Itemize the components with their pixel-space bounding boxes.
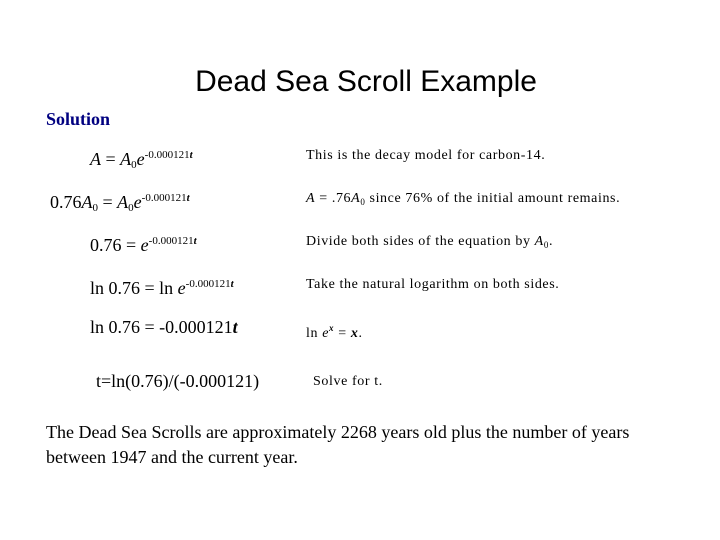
equation-divide: $0.76 = e^{-0.000121t}$ [90,235,197,255]
note-divide: Divide both sides of the equation by $A_0$. [306,234,554,250]
solution-heading: Solution [46,109,111,129]
equation-substitute: $0.76A_0 = A_0e^{-0.000121t}$ [50,192,190,214]
conclusion-text: The Dead Sea Scrolls are approximately 2268 years old plus the number of years between 1947 and the current year. [46,422,630,467]
equation-solve: t=ln(0.76)/(-0.000121) [96,371,260,391]
note-natural-log: Take the natural logarithm on both sides. [306,277,560,292]
equation-natural-log: $\ln 0.76 = \ln e^{-0.000121t}$ [90,278,234,298]
note-simplify: $\ln e^x = x$. [306,323,363,341]
note-substitute: $A = .76A_0$ since 76% of the initial amount remains. [306,191,621,207]
note-solve: Solve for t. [313,374,383,389]
note-decay-model: This is the decay model for carbon-14. [306,148,546,163]
equation-simplify: ln 0.76 = -0.000121t [90,317,238,337]
slide-title: Dead Sea Scroll Example [195,65,537,98]
equation-decay-model: $A = A_0e^{-0.000121t}$ [90,149,193,171]
